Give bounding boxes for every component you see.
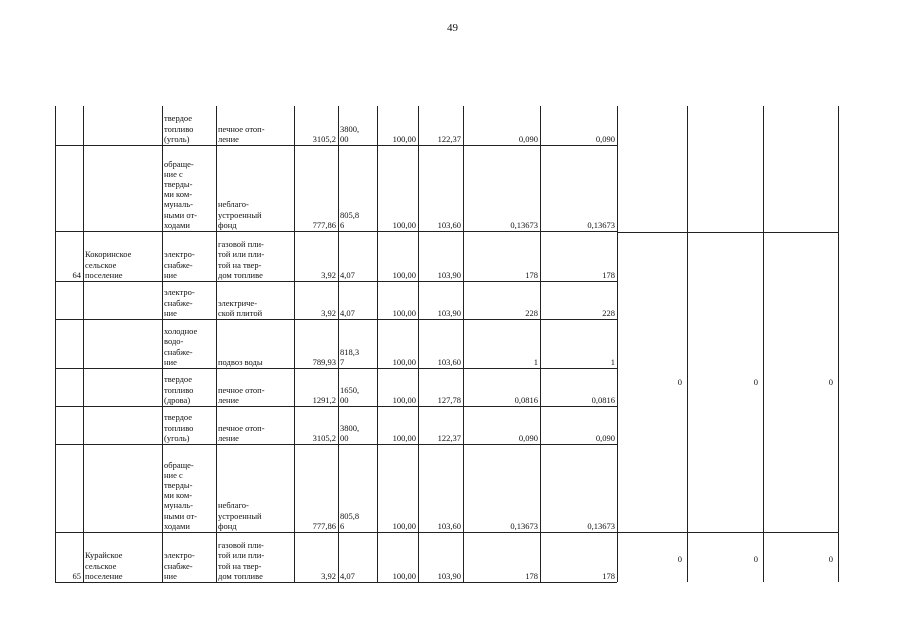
cell-v4: 103,60 — [437, 219, 461, 230]
cell-v6: 0,13673 — [587, 520, 615, 531]
cell-method: электриче- ской плитой — [218, 297, 263, 318]
cell-settlement — [85, 407, 160, 443]
cell-settlement: Кокоринское сельское поселение — [85, 249, 132, 280]
table-rule — [617, 232, 838, 233]
table-rule — [617, 106, 618, 582]
cell-v2: 805,8 6 — [340, 209, 360, 230]
cell-v1: 789,93 — [312, 356, 336, 367]
cell-service: электро- снабже- ние — [164, 249, 195, 280]
table-rule — [763, 106, 764, 582]
cell-v2: 4,07 — [340, 269, 355, 280]
cell-num — [57, 407, 81, 443]
cell-v4: 103,90 — [437, 570, 461, 581]
cell-v6: 178 — [602, 570, 615, 581]
group-64-total: 0 — [677, 377, 682, 387]
cell-num — [57, 282, 81, 318]
cell-v1: 3,92 — [321, 570, 336, 581]
cell-v1: 3,92 — [321, 307, 336, 318]
cell-v6: 1 — [610, 356, 615, 367]
cell-v5: 178 — [525, 570, 538, 581]
cell-v5: 178 — [525, 269, 538, 280]
cell-v3: 100,00 — [392, 356, 416, 367]
cell-v2: 818,3 7 — [340, 346, 360, 367]
cell-v3: 100,00 — [392, 307, 416, 318]
cell-method: подвоз воды — [218, 356, 263, 367]
table-rule — [55, 582, 617, 583]
cell-num — [57, 146, 81, 230]
table-rule — [418, 106, 419, 582]
cell-service: электро- снабже- ние — [164, 550, 195, 581]
cell-v1: 3,92 — [321, 269, 336, 280]
table-rule — [463, 106, 464, 582]
cell-v6: 228 — [602, 307, 615, 318]
cell-v3: 100,00 — [392, 432, 416, 443]
cell-method: газовой пли- той или пли- той на твер- дом топливе — [218, 540, 265, 581]
cell-service: обраще- ние с тверды- ми ком- муналь- ными от- ходами — [164, 158, 197, 230]
cell-method: печное отоп- ление — [218, 384, 265, 405]
table-rule — [55, 106, 56, 582]
cell-settlement — [85, 107, 160, 144]
cell-num — [57, 369, 81, 405]
cell-v4: 122,37 — [437, 133, 461, 144]
cell-method: неблаго- устроенный фонд — [218, 199, 262, 230]
page-number: 49 — [447, 22, 458, 34]
cell-v5: 1 — [533, 356, 538, 367]
table-rule — [83, 106, 84, 582]
cell-v2: 1650, 00 — [340, 384, 360, 405]
table-rule — [216, 106, 217, 582]
cell-v6: 0,13673 — [587, 219, 615, 230]
cell-v4: 122,37 — [437, 432, 461, 443]
cell-v3: 100,00 — [392, 133, 416, 144]
group-64-total: 0 — [753, 377, 758, 387]
cell-method: печное отоп- ление — [218, 123, 265, 144]
group-65-total: 0 — [753, 554, 758, 564]
cell-v5: 228 — [525, 307, 538, 318]
cell-num — [57, 320, 81, 367]
cell-num — [57, 445, 81, 531]
cell-v5: 0,0816 — [514, 394, 538, 405]
cell-service: холодное водо- снабже- ние — [164, 326, 198, 367]
cell-settlement — [85, 146, 160, 230]
cell-v4: 103,60 — [437, 520, 461, 531]
cell-v6: 0,0816 — [591, 394, 615, 405]
cell-settlement — [85, 445, 160, 531]
cell-v1: 3105,2 — [312, 432, 336, 443]
cell-v5: 0,090 — [518, 432, 538, 443]
cell-v1: 3105,2 — [312, 133, 336, 144]
cell-v3: 100,00 — [392, 219, 416, 230]
table-rule — [338, 106, 339, 582]
cell-v5: 0,13673 — [510, 520, 538, 531]
table-rule — [838, 106, 839, 582]
cell-v1: 777,86 — [312, 219, 336, 230]
cell-service: твердое топливо (уголь) — [164, 113, 194, 144]
cell-v5: 0,13673 — [510, 219, 538, 230]
cell-method: газовой пли- той или пли- той на твер- дом топливе — [218, 239, 265, 280]
table-rule — [617, 532, 838, 533]
cell-num: 65 — [72, 570, 81, 581]
cell-v2: 3800, 00 — [340, 422, 360, 443]
table-rule — [294, 106, 295, 582]
cell-settlement — [85, 282, 160, 318]
table-rule — [162, 106, 163, 582]
cell-service: обраще- ние с тверды- ми ком- муналь- ными от- ходами — [164, 459, 197, 531]
cell-v6: 0,090 — [595, 133, 615, 144]
cell-v2: 3800, 00 — [340, 123, 360, 144]
cell-v6: 0,090 — [595, 432, 615, 443]
cell-v1: 1291,2 — [312, 394, 336, 405]
cell-v2: 805,8 6 — [340, 510, 360, 531]
cell-num — [57, 107, 81, 144]
cell-v4: 103,90 — [437, 307, 461, 318]
cell-settlement — [85, 369, 160, 405]
cell-v3: 100,00 — [392, 394, 416, 405]
cell-v1: 777,86 — [312, 520, 336, 531]
cell-service: твердое топливо (дрова) — [164, 374, 194, 405]
table-rule — [687, 106, 688, 582]
cell-v2: 4,07 — [340, 307, 355, 318]
table-rule — [540, 106, 541, 582]
cell-service: электро- снабже- ние — [164, 287, 195, 318]
group-65-total: 0 — [828, 554, 833, 564]
cell-service: твердое топливо (уголь) — [164, 412, 194, 443]
cell-v6: 178 — [602, 269, 615, 280]
cell-v2: 4,07 — [340, 570, 355, 581]
cell-method: печное отоп- ление — [218, 422, 265, 443]
group-64-total: 0 — [828, 377, 833, 387]
cell-num: 64 — [72, 269, 81, 280]
cell-v4: 103,60 — [437, 356, 461, 367]
cell-v4: 103,90 — [437, 269, 461, 280]
cell-settlement: Курайское сельское поселение — [85, 550, 123, 581]
cell-settlement — [85, 320, 160, 367]
table-rule — [377, 106, 378, 582]
cell-method: неблаго- устроенный фонд — [218, 500, 262, 531]
group-65-total: 0 — [677, 554, 682, 564]
cell-v5: 0,090 — [518, 133, 538, 144]
cell-v3: 100,00 — [392, 269, 416, 280]
cell-v3: 100,00 — [392, 520, 416, 531]
cell-v4: 127,78 — [437, 394, 461, 405]
cell-v3: 100,00 — [392, 570, 416, 581]
